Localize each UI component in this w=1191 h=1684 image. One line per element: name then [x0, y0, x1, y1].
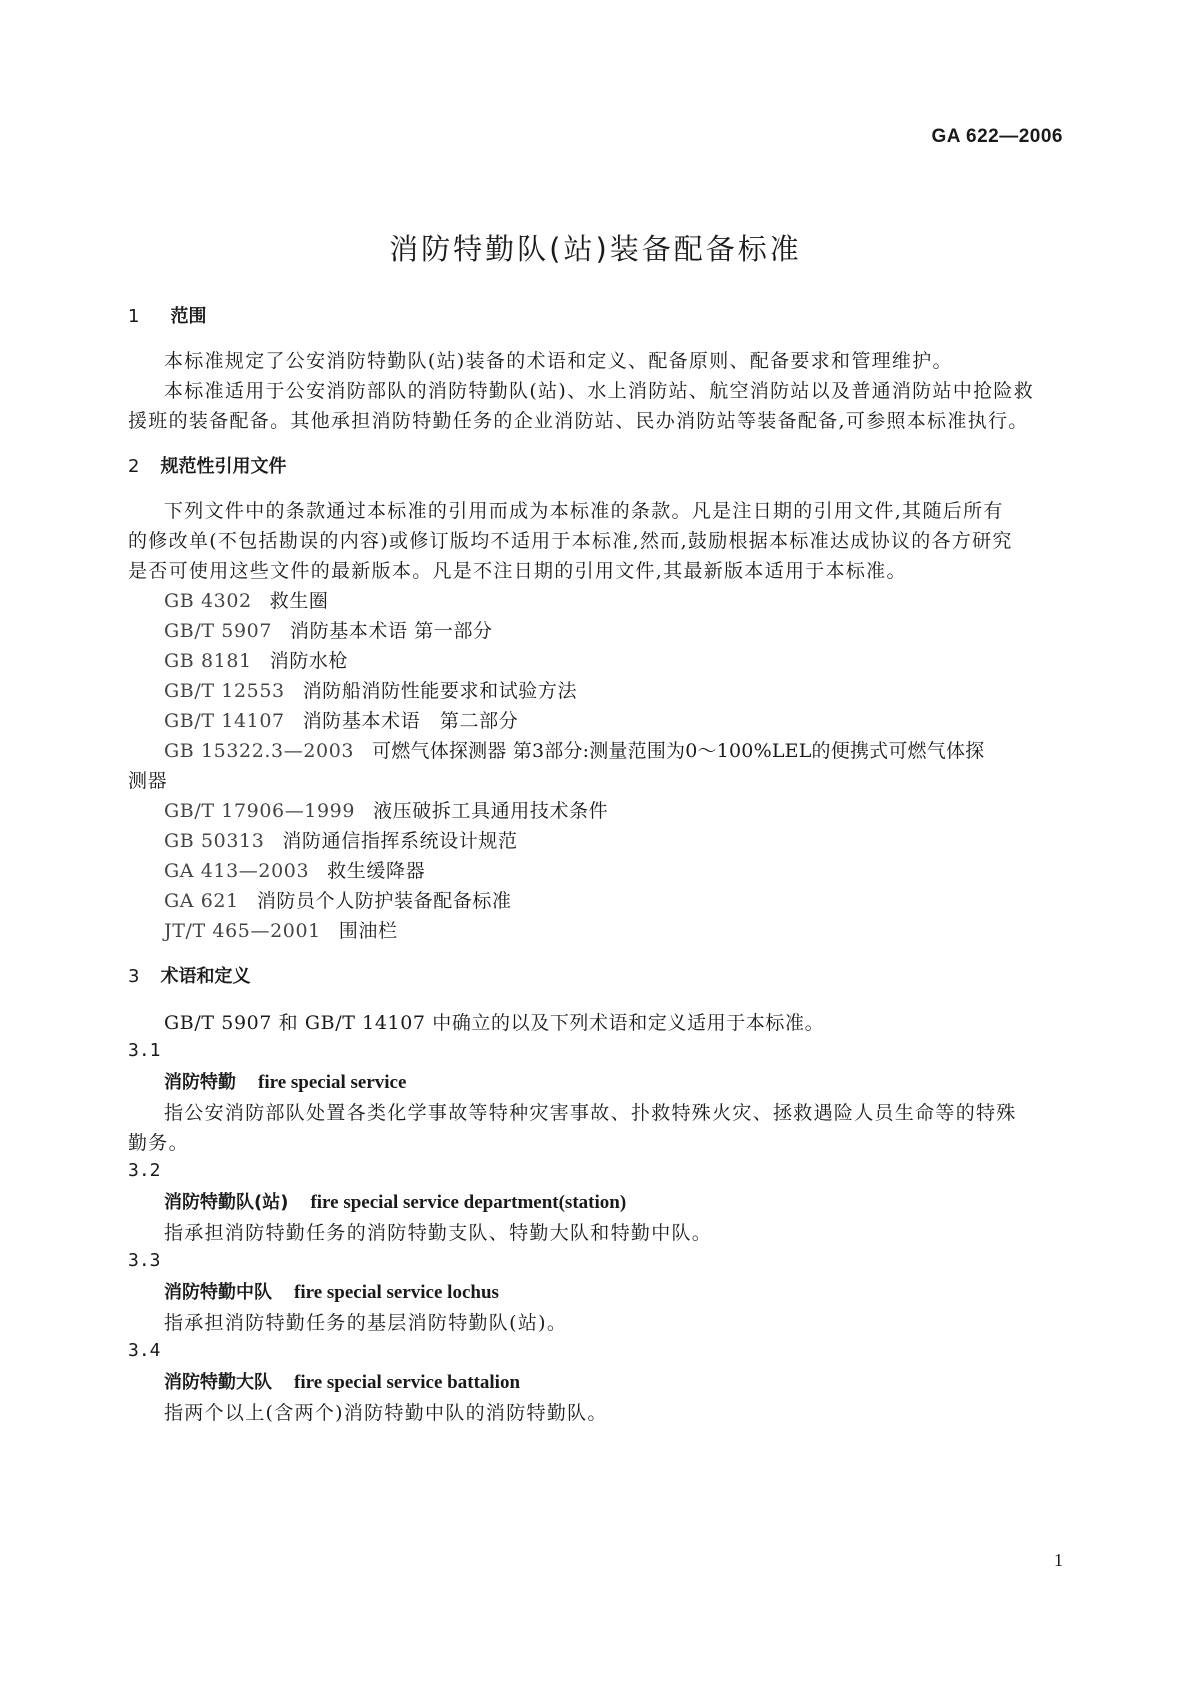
page-number: 1 — [1054, 1550, 1063, 1570]
paragraph-line: 本标准适用于公安消防部队的消防特勤队(站)、水上消防站、航空消防站以及普通消防站中抢险救 — [164, 380, 1035, 402]
section-number: 2 — [128, 456, 140, 477]
term-heading: 消防特勤队(站) fire special service department(station) — [164, 1192, 627, 1213]
reference-item: JT/T 465—2001 围油栏 — [164, 920, 398, 942]
definition-line: 勤务。 — [128, 1132, 189, 1154]
reference-item: GA 621 消防员个人防护装备配备标准 — [164, 890, 512, 912]
clause-number: 3.2 — [128, 1160, 161, 1181]
term-heading: 消防特勤大队 fire special service battalion — [164, 1372, 521, 1393]
paragraph-line: 援班的装备配备。其他承担消防特勤任务的企业消防站、民办消防站等装备配备,可参照本标准执行。 — [128, 410, 1029, 432]
term-heading: 消防特勤中队 fire special service lochus — [164, 1282, 499, 1303]
reference-item: GA 413—2003 救生缓降器 — [164, 860, 426, 882]
standard-code: GA 622—2006 — [931, 126, 1063, 147]
reference-item: GB/T 5907 消防基本术语 第一部分 — [164, 620, 493, 642]
definition-line: 指两个以上(含两个)消防特勤中队的消防特勤队。 — [164, 1402, 608, 1424]
paragraph-line: 本标准规定了公安消防特勤队(站)装备的术语和定义、配备原则、配备要求和管理维护。 — [164, 350, 953, 372]
paragraph-line: 是否可使用这些文件的最新版本。凡是不注日期的引用文件,其最新版本适用于本标准。 — [128, 560, 907, 582]
reference-item: GB 15322.3—2003 可燃气体探测器 第3部分:测量范围为0～100%LEL的便携式可燃气体探 — [164, 740, 985, 762]
section-title: 范围 — [170, 306, 207, 327]
section-title: 规范性引用文件 — [160, 456, 287, 477]
section-1-heading — [128, 302, 207, 328]
paragraph-line: 的修改单(不包括勘误的内容)或修订版均不适用于本标准,然而,鼓励根据本标准达成协议的各方研究 — [128, 530, 1013, 552]
clause-number: 3.3 — [128, 1250, 161, 1271]
reference-item: GB/T 14107 消防基本术语 第二部分 — [164, 710, 519, 732]
section-3-heading — [128, 962, 251, 988]
clause-number: 3.1 — [128, 1040, 161, 1061]
term-heading: 消防特勤 fire special service — [164, 1072, 407, 1093]
section-number: 3 — [128, 966, 140, 987]
page-title: 消防特勤队(站)装备配备标准 — [389, 232, 802, 266]
reference-item-continued: 测器 — [128, 770, 168, 792]
reference-item: GB/T 12553 消防船消防性能要求和试验方法 — [164, 680, 578, 702]
paragraph-line: 下列文件中的条款通过本标准的引用而成为本标准的条款。凡是注日期的引用文件,其随后所有 — [164, 500, 1004, 522]
section-number: 1 — [128, 306, 140, 327]
section-intro: GB/T 5907 和 GB/T 14107 中确立的以及下列术语和定义适用于本标准。 — [164, 1012, 825, 1034]
reference-item: GB/T 17906—1999 液压破拆工具通用技术条件 — [164, 800, 609, 822]
reference-item: GB 50313 消防通信指挥系统设计规范 — [164, 830, 518, 852]
definition-line: 指承担消防特勤任务的基层消防特勤队(站)。 — [164, 1312, 568, 1334]
reference-item: GB 4302 救生圈 — [164, 590, 329, 612]
reference-item: GB 8181 消防水枪 — [164, 650, 349, 672]
definition-line: 指承担消防特勤任务的消防特勤支队、特勤大队和特勤中队。 — [164, 1222, 713, 1244]
definition-line: 指公安消防部队处置各类化学事故等特种灾害事故、扑救特殊火灾、拯救遇险人员生命等的特殊 — [164, 1102, 1017, 1124]
section-2-heading — [128, 452, 287, 478]
section-title: 术语和定义 — [160, 966, 251, 987]
clause-number: 3.4 — [128, 1340, 161, 1361]
